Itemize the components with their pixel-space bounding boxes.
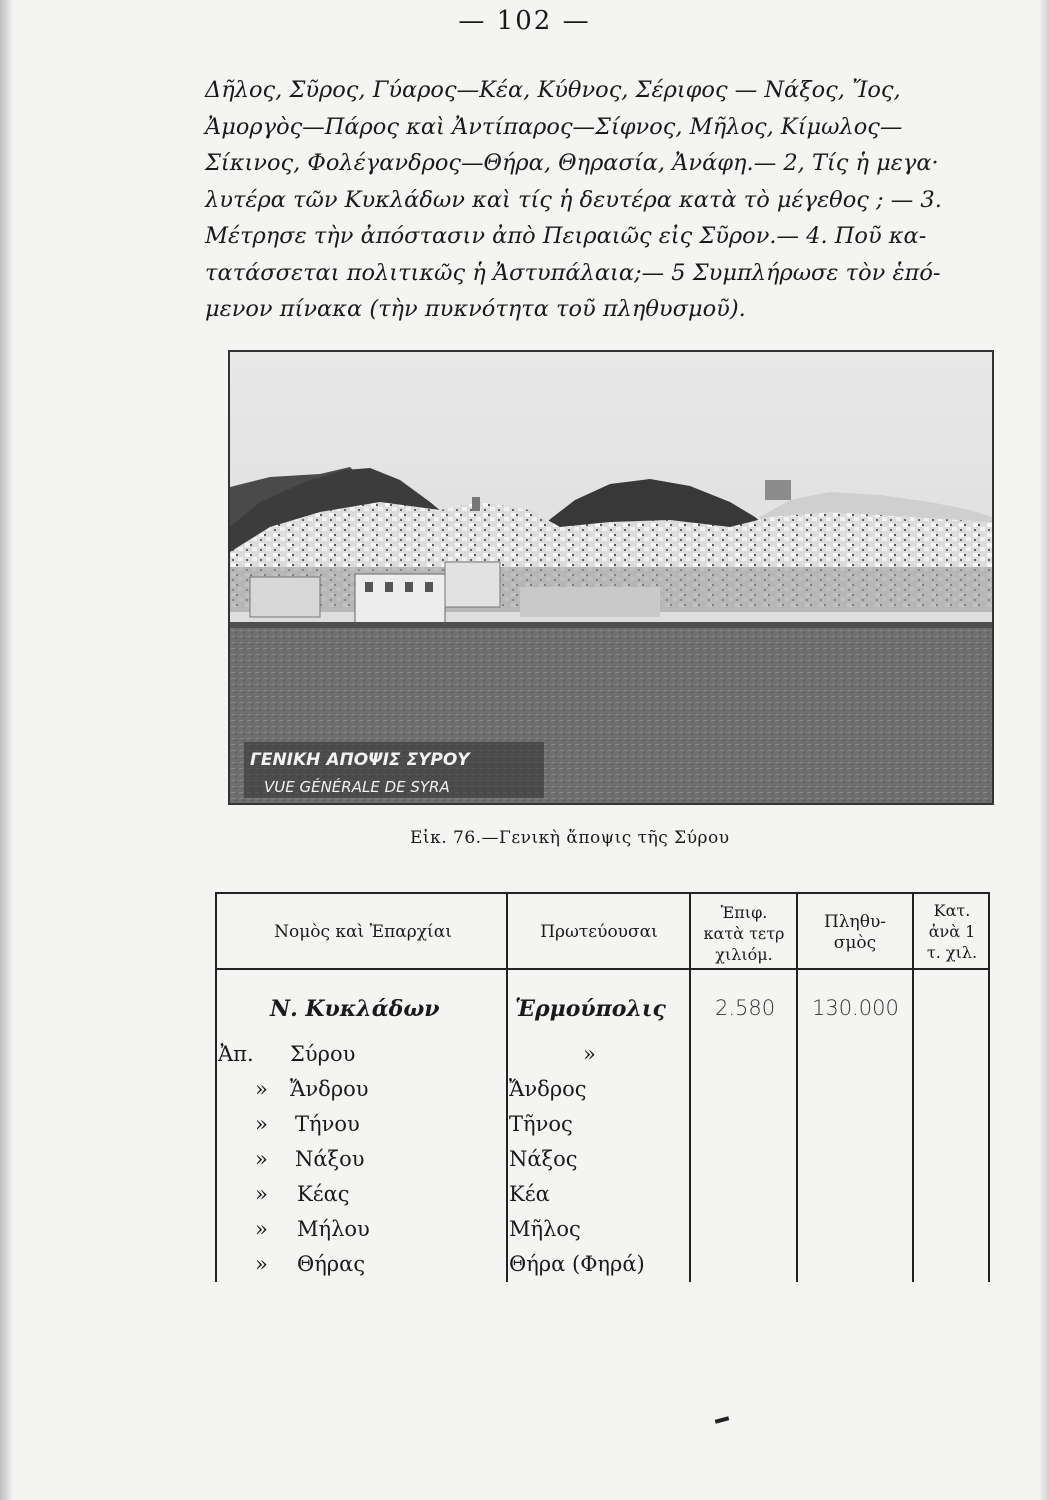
main-row-nomos: Ν. Κυκλάδων bbox=[270, 996, 440, 1022]
column-divider bbox=[689, 892, 691, 1282]
row-eparchy: Κέας bbox=[297, 1182, 350, 1206]
row-mark: » bbox=[255, 1252, 268, 1276]
page-right-edge bbox=[1039, 0, 1049, 1500]
stray-mark bbox=[715, 1416, 730, 1423]
row-eparchy: Θήρας bbox=[297, 1252, 366, 1276]
header-density-line: Κατ. bbox=[933, 901, 971, 920]
main-row-capital: Ἑρμούπολις bbox=[515, 996, 666, 1022]
window bbox=[365, 582, 373, 592]
quay-line bbox=[230, 622, 992, 628]
text-line: Δῆλος, Σῦρος, Γύαρος—Κέα, Κύθνος, Σέριφος — Νάξος, Ἴος, bbox=[205, 77, 901, 103]
header-population bbox=[799, 912, 911, 954]
main-row-area: 2.580 bbox=[715, 996, 776, 1020]
table-header-rule bbox=[215, 968, 990, 970]
row-eparchy: Μήλου bbox=[297, 1217, 370, 1241]
column-divider bbox=[506, 892, 508, 1282]
header-density-line: τ. χιλ. bbox=[926, 943, 978, 962]
header-density bbox=[914, 900, 990, 963]
prefecture-table bbox=[215, 892, 990, 1292]
waterfront-building bbox=[520, 587, 660, 617]
table-top-rule bbox=[215, 892, 990, 894]
header-density-line: ἀνὰ 1 bbox=[928, 922, 976, 941]
header-nomos: Νομὸς καὶ Ἐπαρχίαι bbox=[274, 922, 452, 942]
main-row-population: 130.000 bbox=[812, 996, 899, 1020]
row-capital: Θήρα (Φηρά) bbox=[509, 1252, 645, 1276]
waterfront-building bbox=[445, 562, 500, 607]
header-area-line: χιλιόμ. bbox=[715, 945, 773, 964]
text-line: Ἀμοργὸς—Πάρος καὶ Ἀντίπαρος—Σίφνος, Μῆλος, Κίμωλος— bbox=[205, 113, 903, 140]
row-mark: » bbox=[255, 1077, 268, 1101]
syros-photo bbox=[228, 350, 994, 805]
hilltop-church bbox=[765, 480, 791, 500]
window bbox=[385, 582, 393, 592]
exercise-text bbox=[205, 72, 985, 328]
row-capital: Μῆλος bbox=[509, 1217, 581, 1241]
waterfront-building bbox=[250, 577, 320, 617]
header-population-line: σμὸς bbox=[833, 933, 877, 953]
column-divider bbox=[796, 892, 798, 1282]
row-capital: Ἄνδρος bbox=[509, 1077, 587, 1101]
row-capital: Τῆνος bbox=[509, 1112, 573, 1136]
window bbox=[425, 582, 433, 592]
photo-label-greek: ΓΕΝΙΚΗ ΑΠΟΨΙΣ ΣΥΡΟΥ bbox=[250, 750, 470, 770]
text-line: τατάσσεται πολιτικῶς ἡ Ἀστυπάλαια;— 5 Συμπλήρωσε τὸν ἑπό- bbox=[205, 259, 941, 286]
text-line: μενον πίνακα (τὴν πυκνότητα τοῦ πληθυσμοῦ). bbox=[205, 296, 746, 322]
page-binding-edge bbox=[0, 0, 12, 1500]
page-number: — 102 — bbox=[458, 6, 591, 36]
header-area-line: Ἐπιφ. bbox=[720, 903, 768, 922]
header-area bbox=[692, 902, 796, 965]
row-mark: » bbox=[255, 1112, 268, 1136]
header-area-line: κατὰ τετρ bbox=[703, 924, 785, 943]
row-mark: » bbox=[255, 1147, 268, 1171]
text-line: Σίκινος, Φολέγανδρος—Θήρα, Θηρασία, Ἀνάφη.— 2, Τίς ἡ μεγα· bbox=[205, 150, 939, 176]
row-capital: Κέα bbox=[509, 1182, 550, 1206]
row-eparchy: Τήνου bbox=[295, 1112, 360, 1136]
row-mark: » bbox=[255, 1182, 268, 1206]
header-capitals: Πρωτεύουσαι bbox=[540, 922, 658, 942]
photo-label-french: VUE GÉNÉRALE DE SYRA bbox=[264, 778, 450, 796]
row-mark: Ἀπ. bbox=[218, 1042, 254, 1066]
row-mark: » bbox=[255, 1217, 268, 1241]
row-eparchy: Σύρου bbox=[290, 1042, 356, 1066]
window bbox=[405, 582, 413, 592]
syros-photo-drawing bbox=[230, 352, 992, 803]
text-line: λυτέρα τῶν Κυκλάδων καὶ τίς ἡ δευτέρα κατὰ τὸ μέγεθος ; — 3. bbox=[205, 186, 942, 213]
row-capital: » bbox=[583, 1042, 596, 1066]
column-divider bbox=[215, 892, 217, 1282]
row-capital: Νάξος bbox=[509, 1147, 578, 1171]
row-eparchy: Νάξου bbox=[295, 1147, 365, 1171]
row-eparchy: Ἄνδρου bbox=[290, 1077, 369, 1101]
figure-caption: Εἰκ. 76.—Γενικὴ ἄποψις τῆς Σύρου bbox=[410, 828, 730, 848]
header-population-line: Πληθυ- bbox=[823, 912, 887, 932]
text-line: Μέτρησε τὴν ἀπόστασιν ἀπὸ Πειραιῶς εἰς Σῦρον.— 4. Ποῦ κα- bbox=[205, 223, 927, 249]
church-tower bbox=[472, 497, 480, 511]
